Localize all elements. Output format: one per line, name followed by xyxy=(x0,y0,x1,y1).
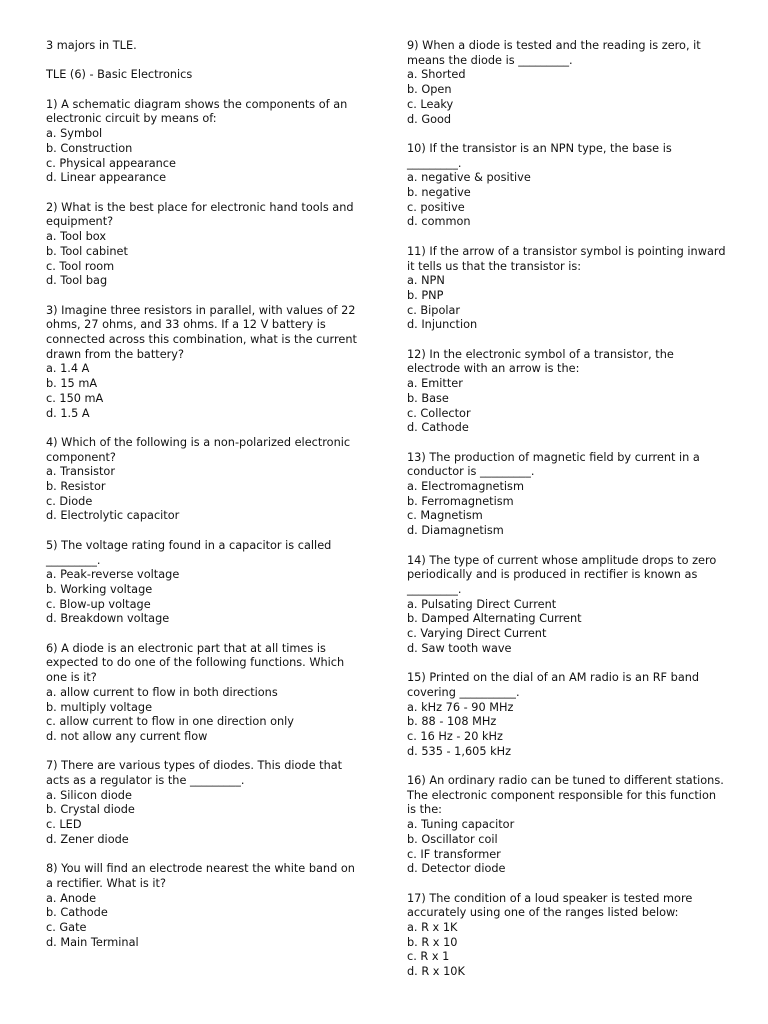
question-text: 10) If the transistor is an NPN type, the base is xyxy=(407,141,672,155)
text-line: b. multiply voltage xyxy=(46,700,153,714)
question-block xyxy=(46,304,381,422)
question-text: 16) An ordinary radio can be tuned to different stations. xyxy=(407,774,724,788)
text-line: periodically and is produced in rectifier is known as xyxy=(407,568,698,582)
text-line: a. Shorted xyxy=(407,68,466,82)
text-line: b. Oscillator coil xyxy=(407,832,498,846)
text-line: c. allow current to flow in one direction only xyxy=(46,715,294,729)
question-text: 11) If the arrow of a transistor symbol is pointing inward xyxy=(407,244,726,258)
question-text: 2) What is the best place for electronic hand tools and xyxy=(46,200,354,214)
text-line: a. Tuning capacitor xyxy=(407,818,515,832)
text-line: a rectifier. What is it? xyxy=(46,876,166,890)
text-line: component? xyxy=(46,450,116,464)
text-line: d. Good xyxy=(407,112,452,126)
question-block xyxy=(407,892,737,980)
text-line: c. Gate xyxy=(46,921,87,935)
text-line: a. Pulsating Direct Current xyxy=(407,597,557,611)
text-line: accurately using one of the ranges listed below: xyxy=(407,906,679,920)
text-line: c. Diode xyxy=(46,494,93,508)
text-line: d. Linear appearance xyxy=(46,171,167,185)
text-line: d. Zener diode xyxy=(46,832,129,846)
text-line: b. PNP xyxy=(407,288,444,302)
text-line: d. Main Terminal xyxy=(46,935,139,949)
text-line: b. Damped Alternating Current xyxy=(407,612,582,626)
text-line: c. IF transformer xyxy=(407,847,501,861)
text-line: d. Cathode xyxy=(407,421,469,435)
text-line: c. Bipolar xyxy=(407,303,461,317)
text-line: c. positive xyxy=(407,200,465,214)
text-line: d. Electrolytic capacitor xyxy=(46,509,180,523)
text-line: a. Electromagnetism xyxy=(407,480,524,494)
text-line: a. kHz 76 - 90 MHz xyxy=(407,700,514,714)
text-line: c. 150 mA xyxy=(46,391,104,405)
text-line: b. R x 10 xyxy=(407,935,458,949)
text-line: covering __________. xyxy=(407,685,520,699)
text-line: c. Leaky xyxy=(407,97,454,111)
text-line: b. Construction xyxy=(46,141,133,155)
text-line: a. NPN xyxy=(407,274,445,288)
text-line: _________. xyxy=(407,582,462,596)
text-line: c. LED xyxy=(46,818,82,832)
question-text: 15) Printed on the dial of an AM radio is an RF band xyxy=(407,671,700,685)
text-line: d. Breakdown voltage xyxy=(46,612,170,626)
question-block xyxy=(407,245,737,333)
left-column xyxy=(46,39,381,950)
text-line: b. negative xyxy=(407,186,471,200)
question-text: 8) You will find an electrode nearest the white band on xyxy=(46,862,355,876)
text-line: a. Peak-reverse voltage xyxy=(46,568,180,582)
question-text: 5) The voltage rating found in a capacitor is called xyxy=(46,538,332,552)
text-line: a. Tool box xyxy=(46,230,107,244)
question-text: 17) The condition of a loud speaker is tested more xyxy=(407,891,693,905)
question-block xyxy=(407,774,737,877)
question-block xyxy=(46,201,381,289)
text-line: connected across this combination, what is the current xyxy=(46,333,357,346)
question-text: TLE (6) - Basic Electronics xyxy=(46,68,193,82)
text-line: a. R x 1K xyxy=(407,921,458,935)
text-line: c. Collector xyxy=(407,406,471,420)
question-block xyxy=(407,451,737,539)
text-line: d. Injunction xyxy=(407,318,478,332)
question-block xyxy=(407,39,737,127)
question-text: 7) There are various types of diodes. This diode that xyxy=(46,759,343,773)
text-line: conductor is _________. xyxy=(407,465,535,479)
document-title xyxy=(46,68,381,83)
text-line: d. R x 10K xyxy=(407,965,465,979)
question-block xyxy=(407,671,737,759)
text-line: a. 1.4 A xyxy=(46,362,90,376)
question-text: 13) The production of magnetic field by current in a xyxy=(407,450,700,464)
text-line: b. Ferromagnetism xyxy=(407,494,514,508)
text-line: b. Working voltage xyxy=(46,582,153,596)
text-line: it tells us that the transistor is: xyxy=(407,259,582,273)
question-block xyxy=(46,436,381,524)
question-text: 12) In the electronic symbol of a transistor, the xyxy=(407,347,674,361)
question-text: 9) When a diode is tested and the reading is zero, it xyxy=(407,39,701,52)
question-text: 3) Imagine three resistors in parallel, with values of 22 xyxy=(46,303,356,317)
text-line: The electronic component responsible for this function xyxy=(407,788,717,802)
text-line: d. Detector diode xyxy=(407,862,506,876)
text-line: a. Silicon diode xyxy=(46,788,132,802)
question-block xyxy=(407,142,737,230)
text-line: b. 88 - 108 MHz xyxy=(407,715,497,729)
text-line: b. Open xyxy=(407,83,452,97)
text-line: electronic circuit by means of: xyxy=(46,112,217,126)
text-line: c. Varying Direct Current xyxy=(407,627,547,641)
question-text: 3 majors in TLE. xyxy=(46,39,137,52)
text-line: c. R x 1 xyxy=(407,950,450,964)
question-text: 6) A diode is an electronic part that at all times is xyxy=(46,641,326,655)
text-line: means the diode is _________. xyxy=(407,53,573,67)
text-line: b. Resistor xyxy=(46,480,106,494)
text-line: d. Tool bag xyxy=(46,274,108,288)
question-block xyxy=(46,642,381,745)
text-line: d. common xyxy=(407,215,471,229)
text-line: _________. xyxy=(46,553,101,567)
text-line: d. not allow any current flow xyxy=(46,729,208,743)
document-header xyxy=(46,39,381,54)
text-line: b. Cathode xyxy=(46,906,108,920)
text-line: acts as a regulator is the _________. xyxy=(46,774,245,788)
question-text: 4) Which of the following is a non-polarized electronic xyxy=(46,435,351,449)
question-block xyxy=(46,539,381,627)
text-line: c. 16 Hz - 20 kHz xyxy=(407,729,503,743)
text-line: a. negative & positive xyxy=(407,171,531,185)
text-line: b. Crystal diode xyxy=(46,803,135,817)
text-line: c. Magnetism xyxy=(407,509,483,523)
text-line: expected to do one of the following functions. Which xyxy=(46,656,345,670)
text-line: b. Tool cabinet xyxy=(46,244,128,258)
text-line: one is it? xyxy=(46,671,97,685)
text-line: equipment? xyxy=(46,215,114,229)
text-line: drawn from the battery? xyxy=(46,347,184,361)
question-block xyxy=(46,759,381,847)
text-line: c. Physical appearance xyxy=(46,156,176,170)
question-block xyxy=(407,348,737,436)
text-line: ohms, 27 ohms, and 33 ohms. If a 12 V battery is xyxy=(46,318,326,332)
right-column xyxy=(407,39,737,980)
text-line: d. 535 - 1,605 kHz xyxy=(407,744,512,758)
text-line: electrode with an arrow is the: xyxy=(407,362,580,376)
text-line: a. Emitter xyxy=(407,377,463,391)
text-line: _________. xyxy=(407,156,462,170)
text-line: d. Diamagnetism xyxy=(407,524,504,538)
text-line: b. Base xyxy=(407,391,449,405)
text-line: a. Symbol xyxy=(46,127,103,141)
text-line: d. 1.5 A xyxy=(46,406,90,420)
question-block xyxy=(46,98,381,186)
text-line: b. 15 mA xyxy=(46,377,98,391)
text-line: a. Anode xyxy=(46,891,97,905)
question-block xyxy=(46,862,381,950)
text-line: c. Tool room xyxy=(46,259,115,273)
text-line: c. Blow-up voltage xyxy=(46,597,151,611)
question-text: 1) A schematic diagram shows the components of an xyxy=(46,97,348,111)
text-line: a. allow current to flow in both directions xyxy=(46,685,278,699)
question-block xyxy=(407,554,737,657)
question-text: 14) The type of current whose amplitude drops to zero xyxy=(407,553,717,567)
text-line: d. Saw tooth wave xyxy=(407,641,512,655)
text-line: a. Transistor xyxy=(46,465,115,479)
text-line: is the: xyxy=(407,803,442,817)
